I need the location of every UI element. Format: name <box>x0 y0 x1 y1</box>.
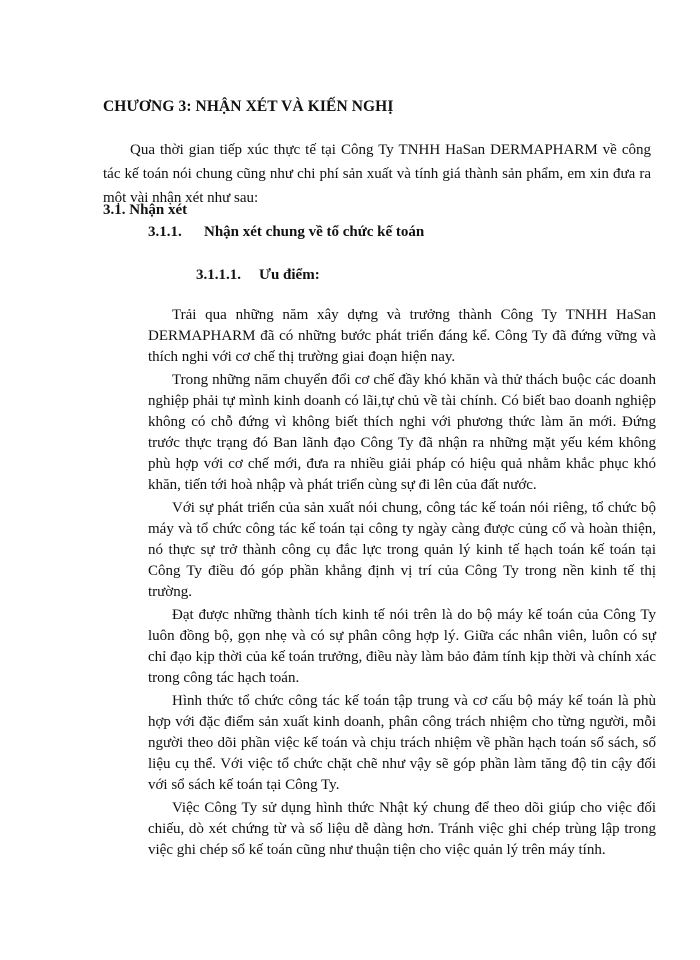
subsection-number: 3.1.1. <box>148 224 182 240</box>
intro-paragraph: Qua thời gian tiếp xúc thực tế tại Công Ty TNHH HaSan DERMAPHARM về công tác kế toán nói chung cũng như chi phí sản xuất và tính giá thành sản phẩm, em xin đưa ra một vài nhận xét như sau: <box>103 142 651 206</box>
body-paragraph: Đạt được những thành tích kinh tế nói trên là do bộ máy kế toán của Công Ty luôn đồng bộ, gọn nhẹ và có sự phân công hợp lý. Giữa các nhân viên, luôn có sự chỉ đạo kịp thời của kế toán trưởng, điều này làm bảo đảm tính kịp thời và chính xác trong công tác hạch toán. <box>148 607 656 686</box>
body-paragraph: Trong những năm chuyển đổi cơ chế đầy khó khăn và thử thách buộc các doanh nghiệp phải tự mình kinh doanh có lãi,tự chủ về tài chính. Có biết bao doanh nghiệp không có chỗ đứng vì không biết thích nghi với phương thức làm ăn mới. Đứng trước thực trạng đó Ban lãnh đạo Công Ty đã nhận ra những mặt yếu kém không phù hợp với cơ chế mới, đưa ra nhiều giải pháp có hiệu quả nhằm khắc phục khó khăn, tiến tới hoà nhập và phát triển cùng sự đi lên của đất nước. <box>148 372 656 493</box>
body-paragraph: Hình thức tổ chức công tác kế toán tập trung và cơ cấu bộ máy kế toán là phù hợp với đặc điểm sản xuất kinh doanh, phân công trách nhiệm cho từng người, mỗi người theo dõi phần việc kế toán và chịu trách nhiệm về phần hạch toán sổ sách, số liệu cụ thể. Với việc tổ chức chặt chẽ như vậy sẽ góp phần làm tăng độ tin cậy đối với sổ sách kế toán tại Công Ty. <box>148 693 656 793</box>
body-text <box>148 305 656 861</box>
body-paragraph: Với sự phát triển của sản xuất nói chung, công tác kế toán nói riêng, tổ chức bộ máy và tổ chức công tác kế toán tại công ty ngày càng được củng cố và hoàn thiện, nó thực sự trở thành công cụ đắc lực trong quản lý kinh tế hạch toán kế toán tại Công Ty điều đó góp phần khẳng định vị trí của Công Ty trong nền kinh tế thị trường. <box>148 500 656 600</box>
body-paragraph: Trải qua những năm xây dựng và trưởng thành Công Ty TNHH HaSan DERMAPHARM đã có những bước phát triển đáng kể. Công Ty đã đứng vững và thích nghi với cơ chế thị trường giai đoạn hiện nay. <box>148 307 656 365</box>
subsection-title: Nhận xét chung về tổ chức kế toán <box>204 224 425 240</box>
section-heading: 3.1. Nhận xét <box>103 202 188 218</box>
subsubsection-number: 3.1.1.1. <box>196 267 241 283</box>
subsection-heading <box>148 224 424 241</box>
subsubsection-heading <box>196 267 320 284</box>
body-paragraph: Việc Công Ty sử dụng hình thức Nhật ký chung để theo dõi giúp cho việc đối chiếu, dò xét chứng từ và số liệu dễ dàng hơn. Tránh việc ghi chép trùng lập trong việc ghi chép sổ kế toán cũng như thuận tiện cho việc quản lý trên máy tính. <box>148 800 656 858</box>
subsubsection-title: Ưu điểm: <box>259 267 320 283</box>
chapter-title: CHƯƠNG 3: NHẬN XÉT VÀ KIẾN NGHỊ <box>103 98 394 115</box>
